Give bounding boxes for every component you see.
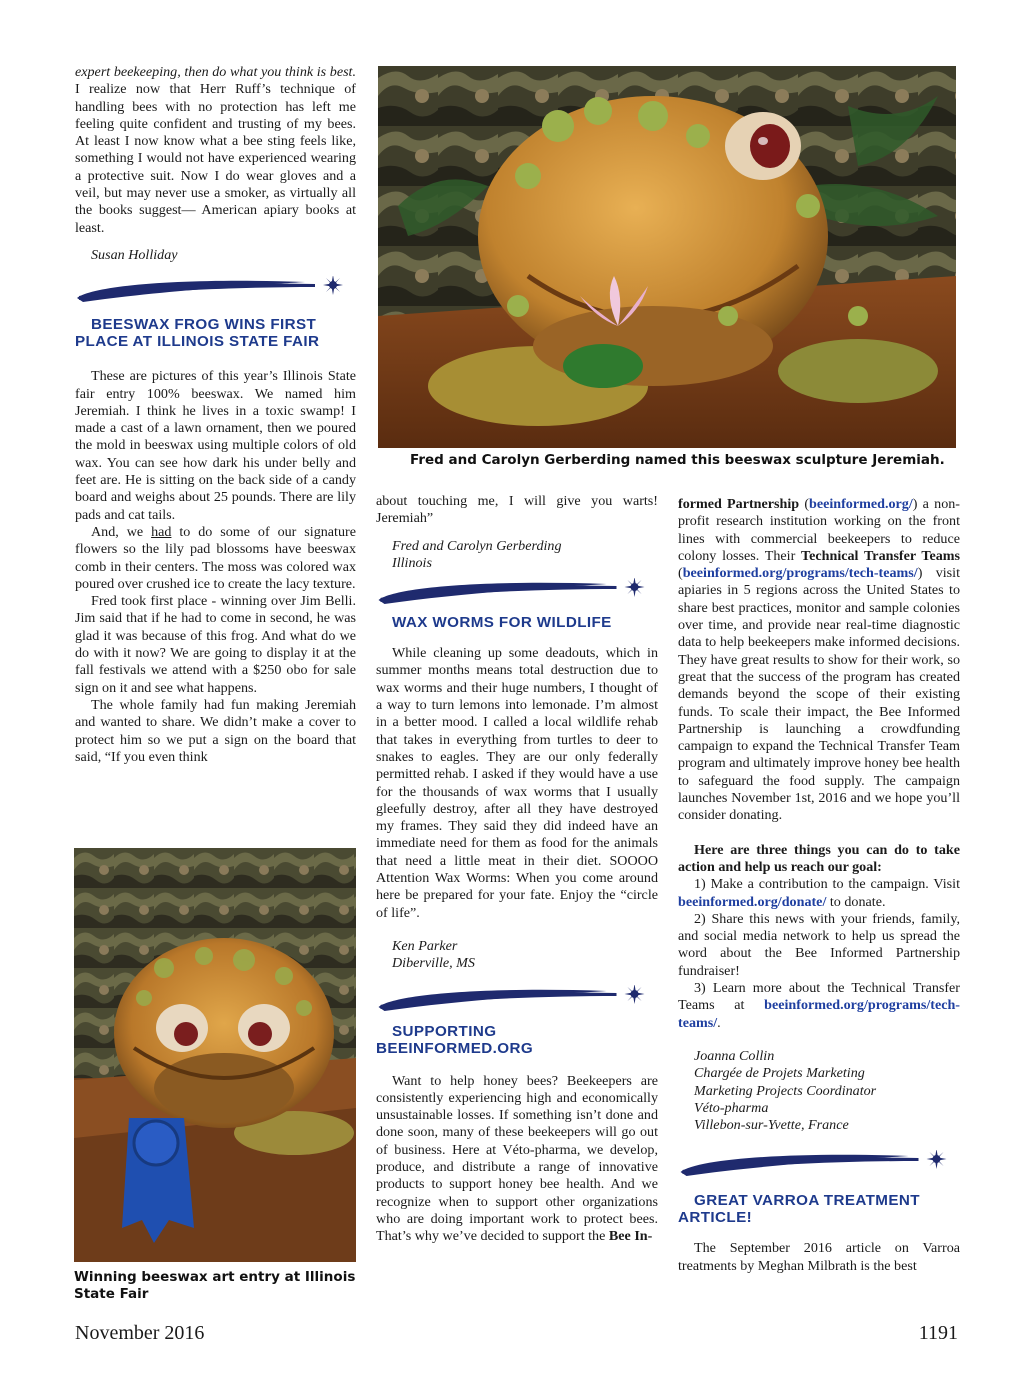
frog-paragraph-4: The whole family had fun making Jeremiah and wanted to share. We didn’t make a cover to protect him so we put a sign on the board that said, “If you even think bbox=[75, 696, 356, 765]
varroa-heading bbox=[678, 1192, 960, 1226]
footer-page-number: 1191 bbox=[918, 1322, 958, 1344]
section-divider-swoosh bbox=[678, 1150, 960, 1180]
bottom-photo-caption bbox=[74, 1269, 364, 1303]
frog-heading-line1: BEESWAX FROG WINS FIRST bbox=[91, 316, 317, 334]
intro-text: I realize now that Herr Ruff’s technique of handling bees with no protection has left me feeling quite confident and trusting of my bees. At least I now know what a bee sting feels like, something I would not have experienced wearing a protective suit. Now I do wear gloves and a veil, but may never use a smoker, as virtually all the books suggest— American apiary books at least. bbox=[75, 81, 356, 236]
wax-worms-paragraph: While cleaning up some deadouts, which in summer months means total destruction due to wax worms and their huge numbers, I thought of a way to turn lemons into lemonade. I’m almost in a better mood. I called a local wildlife rehab that takes in everything from turtles to deer to snakes to eagles. They are our only federally permitted rehab. I asked if they would have a use for the thousands of wax worms that I usually gleefully destroy, after all they have destroyed my frames. They said they did indeed have an immediate need for them as food for the animals that need a little meat in their diet. SOOOO Attention Wax Worms: When you come around here be prepared for your fate. Enjoy the “circle of life”. bbox=[376, 645, 658, 921]
intro-paragraph bbox=[75, 64, 356, 237]
frog-ribbon-image bbox=[74, 848, 356, 1262]
wax-worms-signature-location: Diberville, MS bbox=[392, 955, 475, 972]
top-photo-caption: Fred and Carolyn Gerberding named this beeswax sculpture Jeremiah. bbox=[410, 452, 945, 468]
tech-teams-learn-link[interactable]: beeinformed.org/programs/tech-teams/ bbox=[678, 997, 960, 1031]
supporting-paragraph-2: formed Partnership (beeinformed.org/) a non-profit research institution working on the front lines with commercial beekeepers to reduce colony losses. Their Technical Transfer Teams (beeinformed.org/programs/tech-teams/) visit apiaries in 5 regions across the United States to share best practices, monitor and sample colonies over time, and provide near real-time diagnostic data to help beekeepers make informed decisions. They have great results to show for their work, so great that the success of the program has created demands beyond the scope of their existing funds. To scale their impact, the Bee Informed Partnership is launching a crowdfunding campaign to expand the Technical Transfer Team program and ultimately improve honey bee health to safeguard the food supply. The campaign launches November 1st, 2016 and we hope you’ll consider donating. bbox=[678, 496, 960, 824]
frog-signature-name: Fred and Carolyn Gerberding bbox=[392, 537, 562, 554]
donate-link[interactable]: beeinformed.org/donate/ bbox=[678, 893, 827, 910]
frog-p2-underlined: had bbox=[151, 523, 172, 540]
frog-paragraph-3: Fred took first place - winning over Jim Belli. Jim said that if he had to come in second, he was glad it was because of this frog. And what do we do with it now? We are going to display it at the fall festivals we attend with a $250 obo for sale sign on it and see what happens. bbox=[75, 593, 356, 696]
frog-paragraph-2 bbox=[75, 524, 356, 593]
wax-worms-signature-name: Ken Parker bbox=[392, 937, 458, 954]
section-divider-swoosh bbox=[75, 276, 356, 306]
varroa-heading-line2: ARTICLE! bbox=[678, 1209, 753, 1227]
beeswax-frog-sculpture-photo bbox=[378, 66, 956, 448]
action-item-1 bbox=[678, 876, 960, 911]
supporting-signature-title-en: Marketing Projects Coordinator bbox=[694, 1082, 877, 1099]
frog-p2-text-a: And, we bbox=[91, 523, 144, 540]
varroa-heading-line1: GREAT VARROA TREATMENT bbox=[694, 1192, 920, 1210]
supporting-heading-line1: SUPPORTING bbox=[392, 1022, 497, 1040]
footer-date: November 2016 bbox=[75, 1322, 205, 1344]
item3-text: 3) Learn more about the Technical Transfer Teams at bbox=[678, 980, 960, 1014]
supporting-p1-text: Want to help honey bees? Beekeepers are consistently experiencing high and economically unsustainable losses. If something isn’t done and done soon, many of these beekeepers will go out of business. Here at Véto-pharma, we develop, produce, and distribute a range of innovative products to support honey bee health. And we recognize when to support other organizations who are doing important work to protect bees. That’s why we’ve decided to support the bbox=[376, 1072, 658, 1245]
supporting-signature-title-fr: Chargée de Projets Marketing bbox=[694, 1065, 865, 1082]
right-column bbox=[678, 496, 960, 1275]
section-divider-swoosh bbox=[376, 578, 658, 608]
middle-column bbox=[376, 493, 658, 1246]
frog-article-heading bbox=[75, 316, 356, 350]
frog-paragraph-1: These are pictures of this year’s Illinois State fair entry 100% beeswax. We named him Jeremiah. I think he lives in a toxic swamp! I made a cast of a lawn ornament, then we poured the mold in beeswax using multiple colors of old wax. You can see how dark his under belly and feet are. He is sitting on the back side of a candy board and weighs about 25 pounds. There are lily pads and cat tails. bbox=[75, 368, 356, 523]
supporting-p1-bold: Bee In- bbox=[608, 1228, 653, 1245]
beeswax-frog-ribbon-photo bbox=[74, 848, 356, 1262]
frog-sculpture-image bbox=[378, 66, 956, 448]
supporting-heading bbox=[376, 1023, 658, 1057]
supporting-heading-line2: BEEINFORMED.ORG bbox=[376, 1039, 534, 1057]
bottom-caption-line2: State Fair bbox=[74, 1286, 149, 1302]
supporting-signature-company: Véto-pharma bbox=[694, 1099, 769, 1116]
tech-teams-link[interactable]: beeinformed.org/programs/tech-teams/ bbox=[682, 565, 918, 582]
beeinformed-link[interactable]: beeinformed.org/ bbox=[809, 496, 913, 512]
left-column bbox=[75, 64, 356, 766]
item1-text-a: 1) Make a contribution to the campaign. Visit bbox=[694, 876, 960, 893]
supporting-paragraph-1 bbox=[376, 1073, 658, 1246]
frog-heading-line2: PLACE AT ILLINOIS STATE FAIR bbox=[75, 333, 320, 351]
intro-italic-text: expert beekeeping, then do what you think is best. bbox=[75, 64, 356, 80]
frog-p2-text-b: to do some of our signature flowers so the lily pad blossoms have beeswax comb in their centers. The moss was colored wax poured over crushed ice to create the lacy texture. bbox=[75, 523, 356, 592]
action-heading bbox=[678, 842, 960, 877]
frog-signature-location: Illinois bbox=[392, 554, 432, 571]
action-item-3: 3) Learn more about the Technical Transfer Teams at beeinformed.org/programs/tech-teams/. bbox=[678, 980, 960, 1031]
action-heading-text: Here are three things you can do to take action and help us reach our goal: bbox=[678, 841, 960, 875]
section-divider-swoosh bbox=[376, 985, 658, 1015]
tech-teams-name: Technical Transfer Teams bbox=[801, 547, 960, 564]
supporting-p2-text-b: visit apiaries in 5 regions across the United States to share best practices, monitor and sample colonies over time, and provide near real-time diagnostic data to help beekeepers make informed decisions. They have great results to show for their work, so great that the success of the program has created demands beyond the scope of their existing funds. To scale their impact, the Bee Informed Partnership is launching a crowdfunding campaign to expand the Technical Transfer Team program and ultimately improve honey bee health to safeguard the food supply. The campaign launches November 1st, 2016 and we hope you’ll consider donating. bbox=[678, 565, 960, 824]
frog-paragraph-5: about touching me, I will give you warts! Jeremiah” bbox=[376, 493, 658, 527]
supporting-signature-location: Villebon-sur-Yvette, France bbox=[694, 1117, 849, 1134]
supporting-signature-name: Joanna Collin bbox=[694, 1047, 775, 1064]
intro-signature: Susan Holliday bbox=[91, 246, 178, 263]
varroa-paragraph: The September 2016 article on Varroa treatments by Meghan Milbrath is the best bbox=[678, 1240, 960, 1274]
supporting-p2-text-a: a non-profit research institution working on the front lines with commercial beekeepers to reduce colony losses. Their bbox=[678, 496, 960, 564]
action-item-2: 2) Share this news with your friends, family, and social media network to help us spread the word about the Bee Informed Partnership fundraiser! bbox=[678, 910, 960, 979]
partnership-name: formed Partnership bbox=[678, 496, 800, 512]
wax-worms-heading: WAX WORMS FOR WILDLIFE bbox=[392, 614, 612, 632]
bottom-caption-line1: Winning beeswax art entry at Illinois bbox=[74, 1269, 356, 1285]
item1-text-b: to donate. bbox=[829, 893, 886, 910]
